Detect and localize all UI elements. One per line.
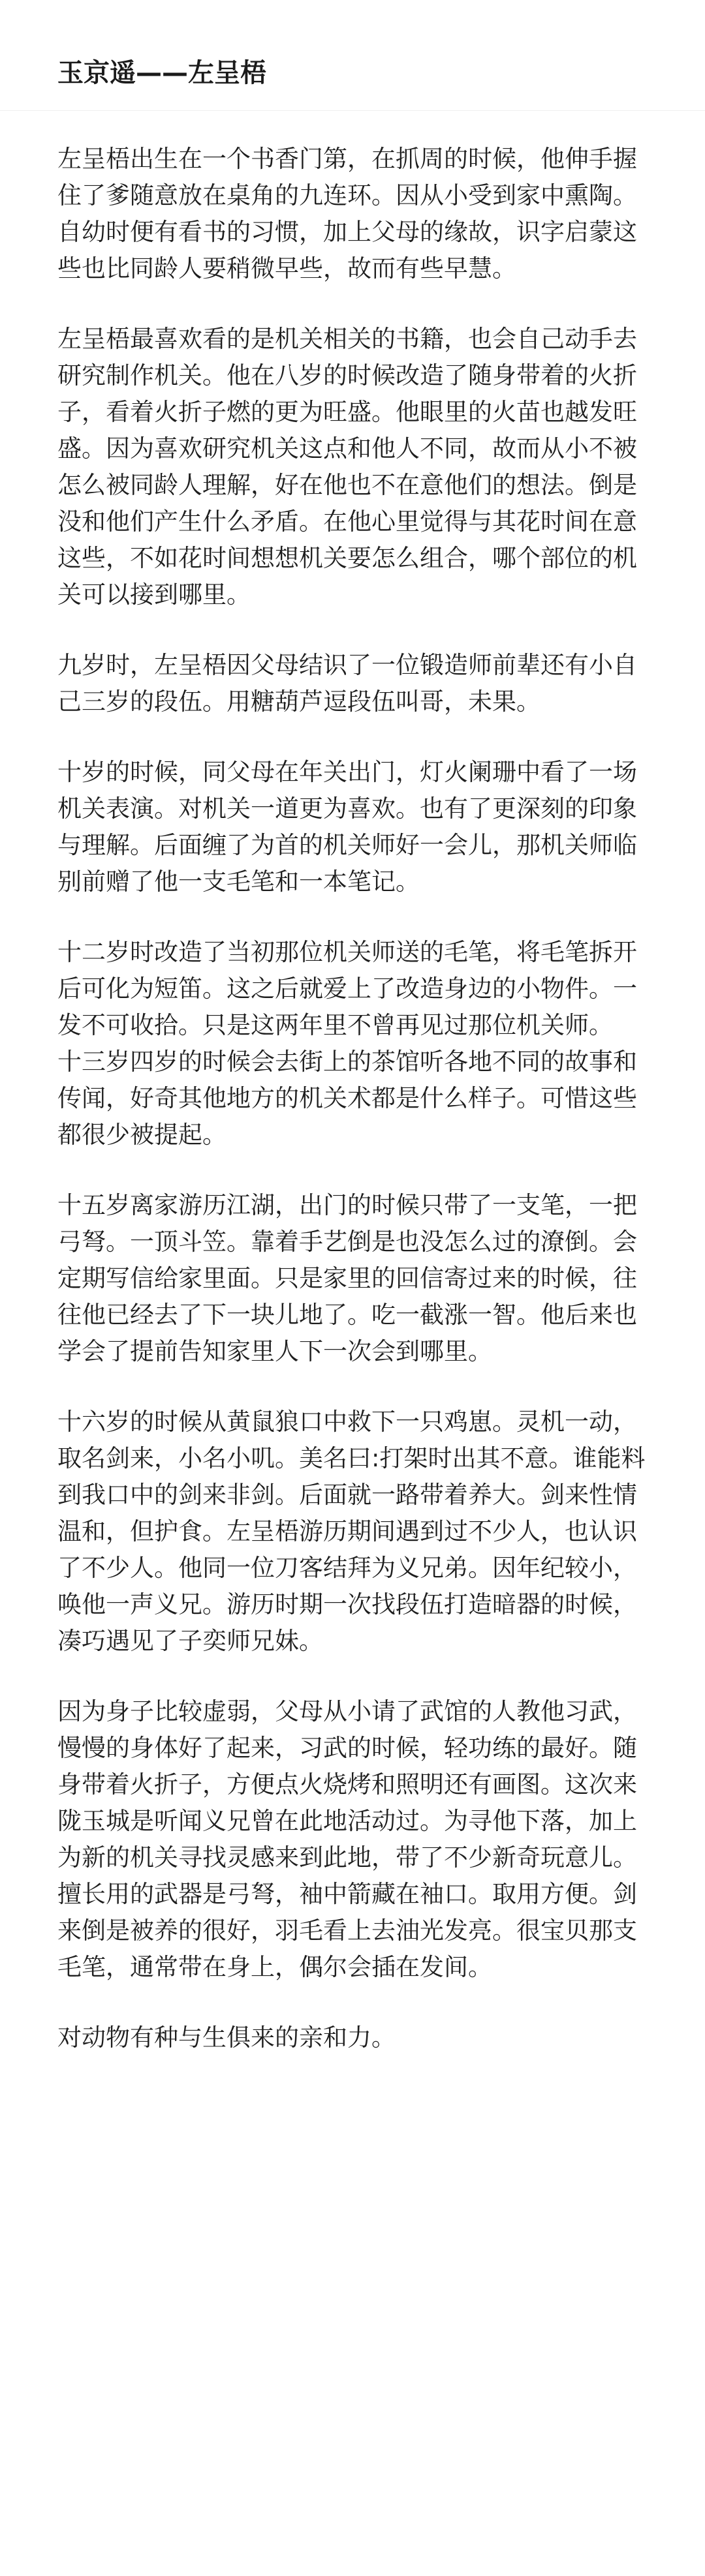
paragraph-age-twelve: 十二岁时改造了当初那位机关师送的毛笔，将毛笔拆开后可化为短笛。这之后就爱上了改造身边的小物件。一发不可收拾。只是这两年里不曾再见过那位机关师。 — [57, 938, 637, 1039]
paragraph-age-sixteen: 十六岁的时候从黄鼠狼口中救下一只鸡崽。灵机一动，取名剑来，小名小叽。美名曰:打架时出其不意。谁能料到我口中的剑来非剑。后面就一路带着养大。剑来性情温和，但护食。左呈梧游历期间遇到过不少人，也认识了不少人。他同一位刀客结拜为义兄弟。因年纪较小，唤他一声义兄。游历时期一次找段伍打造暗器的时候，凑巧遇见了子奕师兄妹。 — [57, 1408, 646, 1655]
paragraph-mechanisms: 左呈梧最喜欢看的是机关相关的书籍，也会自己动手去研究制作机关。他在八岁的时候改造了随身带着的火折子，看着火折子燃的更为旺盛。他眼里的火苗也越发旺盛。因为喜欢研究机关这点和他人不同，故而从小不被怎么被同龄人理解，好在他也不在意他们的想法。倒是没和他们产生什么矛盾。在他心里觉得与其花时间在意这些，不如花时间想想机关要怎么组合，哪个部位的机关可以接到哪里。 — [57, 325, 637, 609]
paragraph-age-fifteen: 十五岁离家游历江湖，出门的时候只带了一支笔，一把弓弩。一顶斗笠。靠着手艺倒是也没怎么过的潦倒。会定期写信给家里面。只是家里的回信寄过来的时候，往往他已经去了下一块儿地了。吃一截涨一智。他后来也学会了提前告知家里人下一次会到哪里。 — [57, 1191, 637, 1365]
paragraph-age-ten: 十岁的时候，同父母在年关出门，灯火阑珊中看了一场机关表演。对机关一道更为喜欢。也有了更深刻的印象与理解。后面缠了为首的机关师好一会儿，那机关师临别前赠了他一支毛笔和一本笔记。 — [57, 758, 637, 896]
paragraph-age-nine: 九岁时，左呈梧因父母结识了一位锻造师前辈还有小自己三岁的段伍。用糖葫芦逗段伍叫哥，未果。 — [57, 651, 637, 716]
article-title: 玉京遥——左呈梧 — [57, 58, 266, 88]
paragraph-martial-arts: 因为身子比较虚弱，父母从小请了武馆的人教他习武，慢慢的身体好了起来，习武的时候，轻功练的最好。随身带着火折子，方便点火烧烤和照明还有画图。这次来陇玉城是听闻义兄曾在此地活动过。为寻他下落，加上为新的机关寻找灵感来到此地，带了不少新奇玩意儿。 — [57, 1697, 637, 1871]
paragraph-birth: 左呈梧出生在一个书香门第，在抓周的时候，他伸手握住了爹随意放在桌角的九连环。因从小受到家中熏陶。自幼时便有看书的习惯，加上父母的缘故，识字启蒙这些也比同龄人要稍微早些，故而有些早慧。 — [57, 145, 637, 282]
article-body — [0, 141, 705, 2056]
paragraph-age-thirteen: 十三岁四岁的时候会去街上的茶馆听各地不同的故事和传闻，好奇其他地方的机关术都是什么样子。可惜这些都很少被提起。 — [57, 1048, 637, 1149]
paragraph-weapons: 擅长用的武器是弓弩，袖中箭藏在袖口。取用方便。剑来倒是被养的很好，羽毛看上去油光发亮。很宝贝那支毛笔，通常带在身上，偶尔会插在发间。 — [57, 1880, 637, 1981]
article-header — [0, 0, 705, 111]
paragraph-animals: 对动物有种与生俱来的亲和力。 — [57, 2023, 396, 2052]
